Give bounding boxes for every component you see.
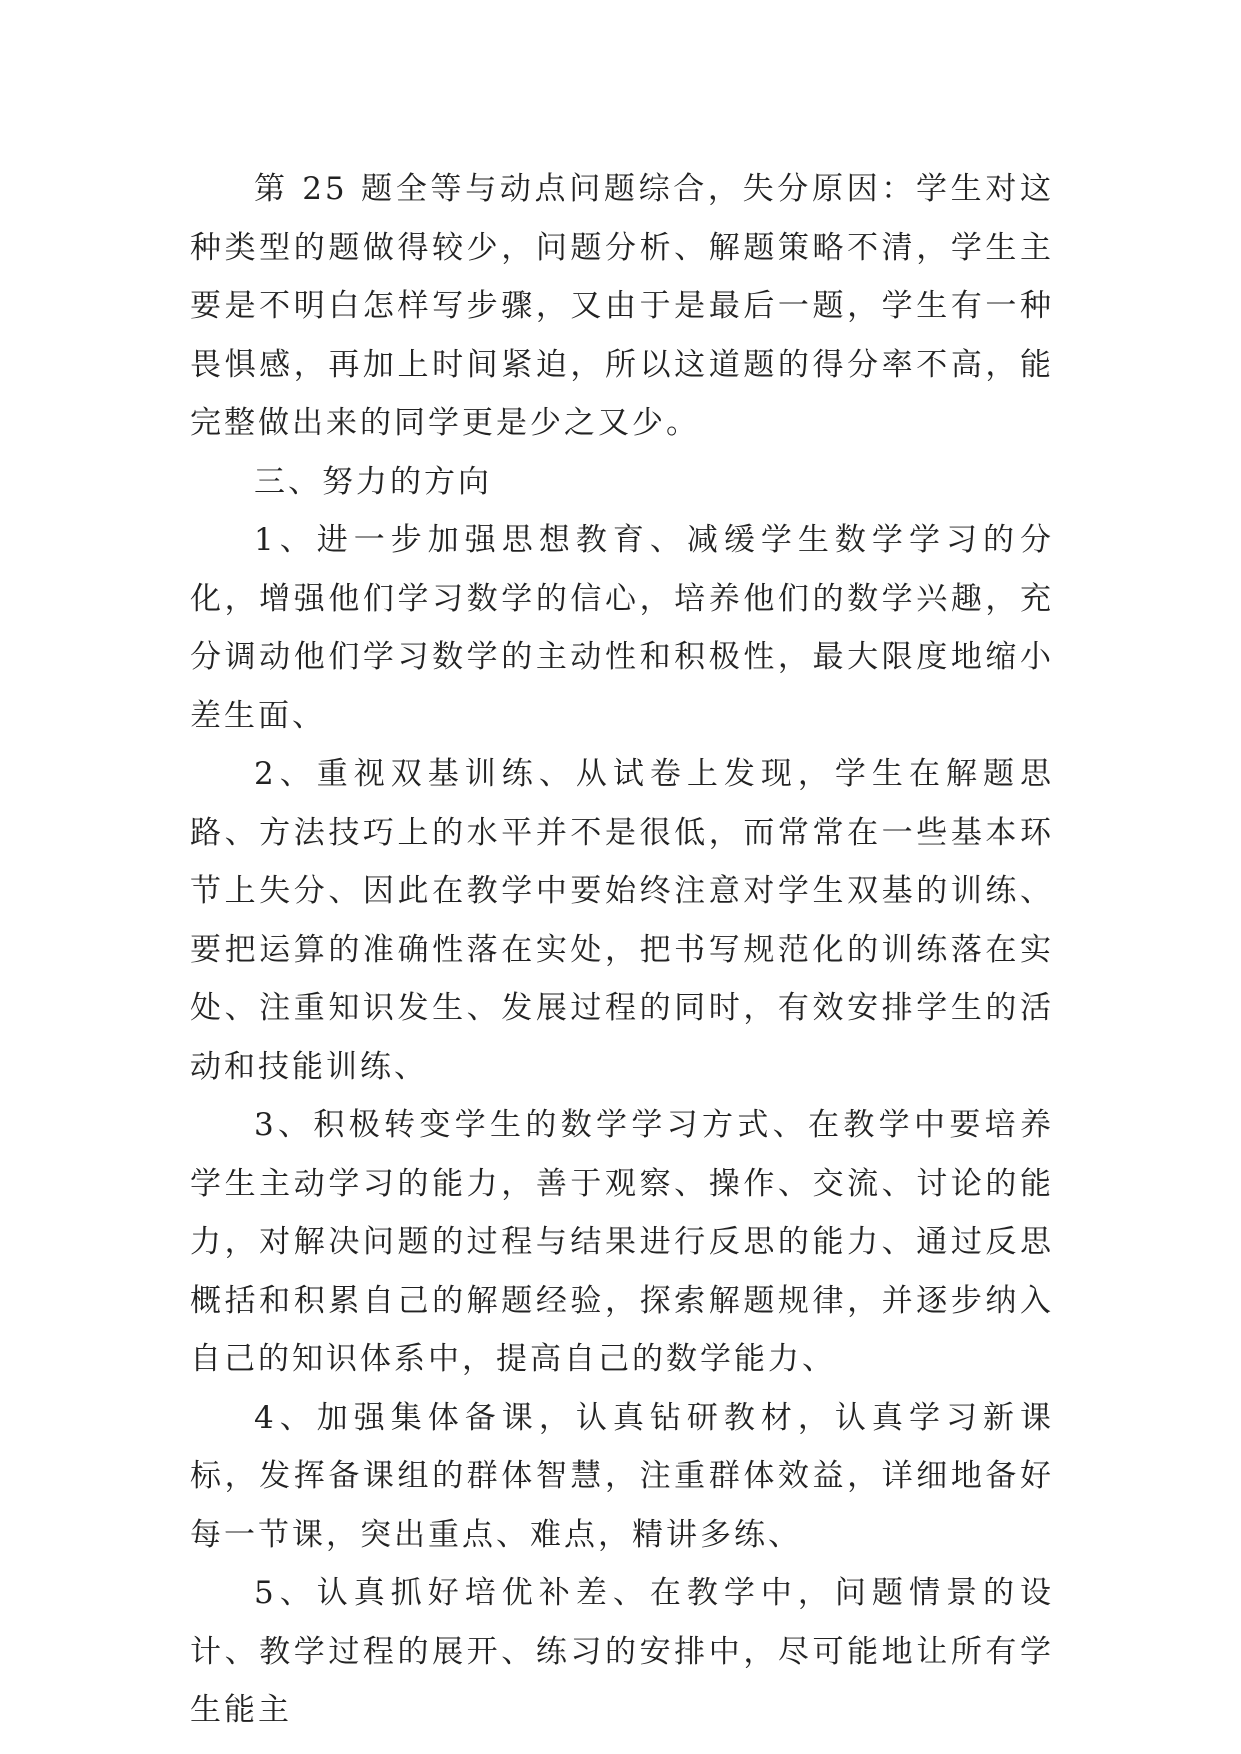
document-body <box>190 160 1054 1740</box>
paragraph-item-4: 4、加强集体备课，认真钻研教材，认真学习新课标，发挥备课组的群体智慧，注重群体效益，详细地备好每一节课，突出重点、难点，精讲多练、 <box>190 1399 1054 1553</box>
paragraph-item-2: 2、重视双基训练、从试卷上发现，学生在解题思路、方法技巧上的水平并不是很低，而常常在一些基本环节上失分、因此在教学中要始终注意对学生双基的训练、要把运算的准确性落在实处，把书写规范化的训练落在实处、注重知识发生、发展过程的同时，有效安排学生的活动和技能训练、 <box>190 756 1054 1085</box>
section-heading-direction: 三、努力的方向 <box>254 463 492 500</box>
paragraph-item-5: 5、认真抓好培优补差、在教学中，问题情景的设计、教学过程的展开、练习的安排中，尽可能地让所有学生能主 <box>190 1575 1054 1728</box>
paragraph-item-1: 1、进一步加强思想教育、减缓学生数学学习的分化，增强他们学习数学的信心，培养他们的数学兴趣，充分调动他们学习数学的主动性和积极性，最大限度地缩小差生面、 <box>190 522 1054 734</box>
paragraph-q25-analysis: 第 25 题全等与动点问题综合，失分原因：学生对这种类型的题做得较少，问题分析、解题策略不清，学生主要是不明白怎样写步骤，又由于是最后一题，学生有一种畏惧感，再加上时间紧迫，所以这道题的得分率不高，能完整做出来的同学更是少之又少。 <box>190 171 1054 441</box>
paragraph-item-3: 3、积极转变学生的数学学习方式、在教学中要培养学生主动学习的能力，善于观察、操作、交流、讨论的能力，对解决问题的过程与结果进行反思的能力、通过反思概括和积累自己的解题经验，探索解题规律，并逐步纳入自己的知识体系中，提高自己的数学能力、 <box>190 1107 1054 1377</box>
